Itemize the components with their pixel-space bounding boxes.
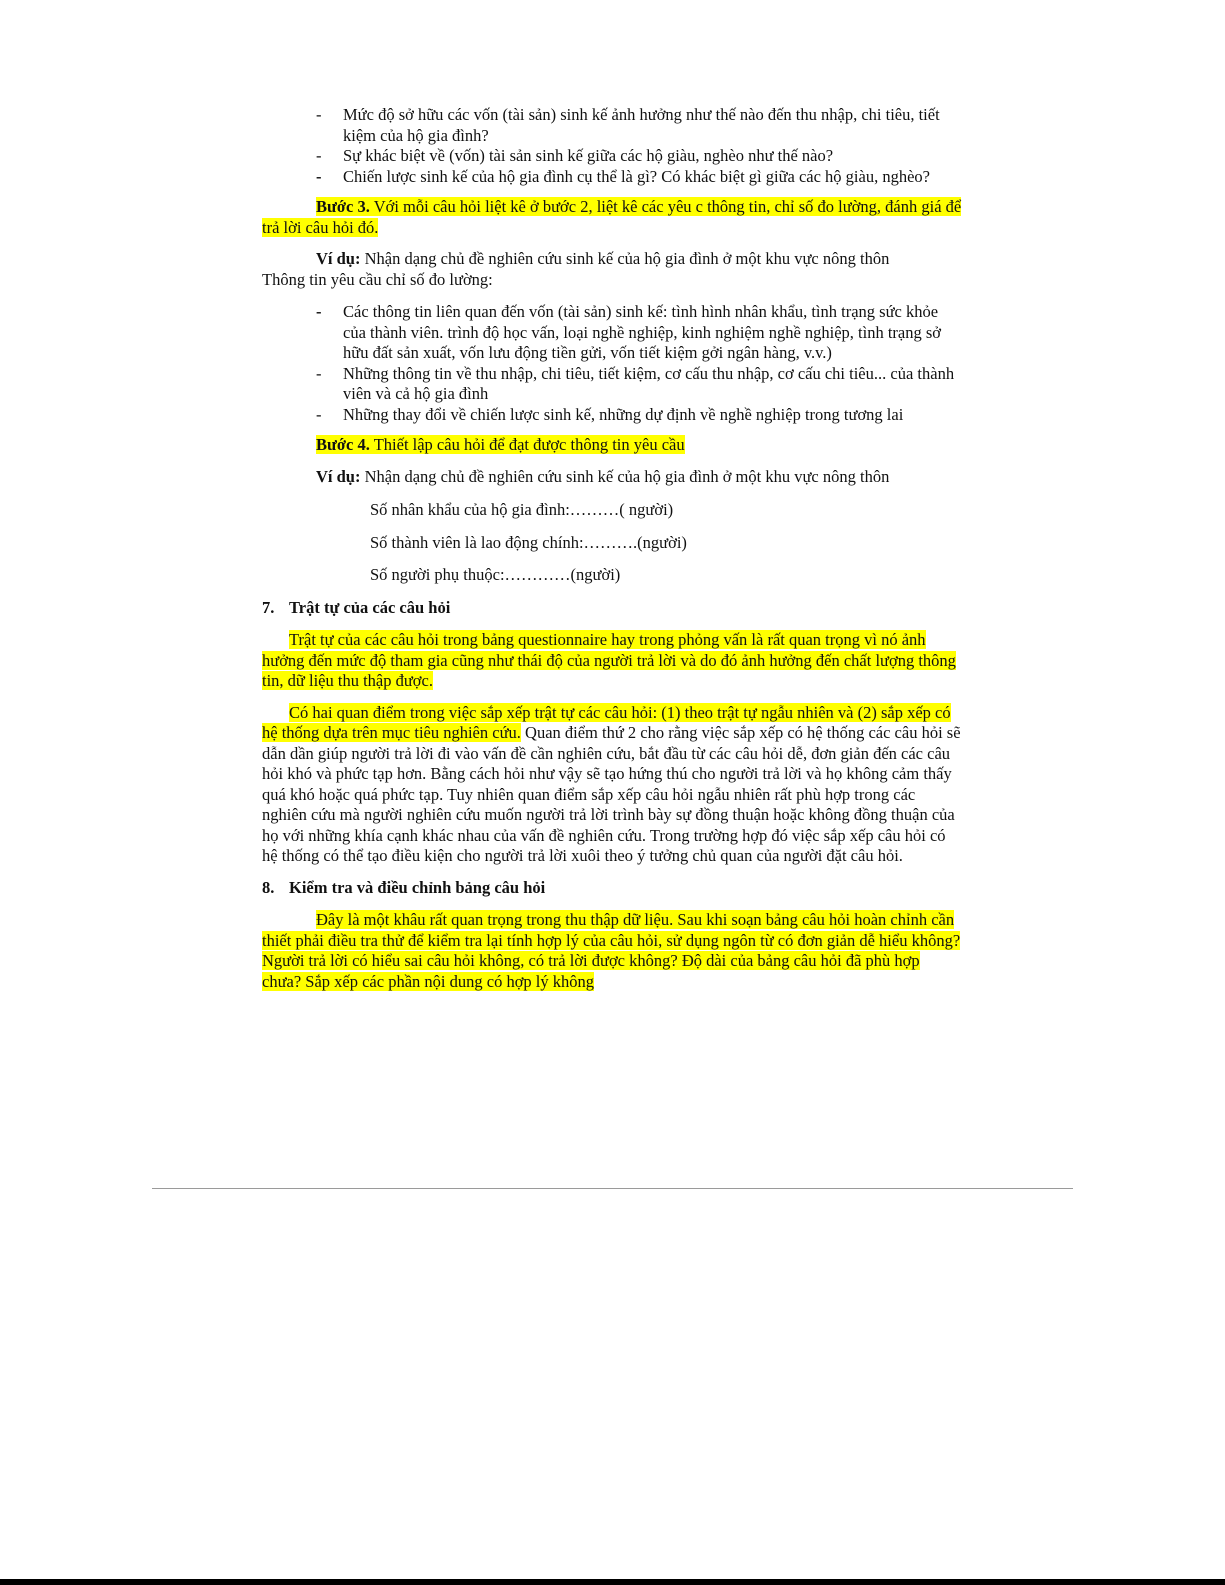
step-4-label: Bước 4.	[316, 435, 370, 454]
example-2-paragraph: Ví dụ: Nhận dạng chủ đề nghiên cứu sinh kế của hộ gia đình ở một khu vực nông thôn	[316, 466, 890, 486]
section-7-paragraph-1: Trật tự của các câu hỏi trong bảng questionnaire hay trong phỏng vấn là rất quan trọng vì nó ảnh hưởng đến mức độ tham gia cũng như thái độ của người trả lời và do đó ảnh hưởng đến chất lượng thông tin, dữ liệu thu thập được.	[262, 630, 956, 690]
section-8-heading: 8. Kiểm tra và điều chỉnh bảng câu hỏi	[262, 877, 546, 897]
step-3-label: Bước 3.	[316, 197, 370, 216]
example-label: Ví dụ:	[316, 466, 361, 486]
step-3-paragraph: Bước 3. Với mỗi câu hỏi liệt kê ở bước 2, liệt kê các yêu c thông tin, chỉ số đo lường, đánh giá để trả lời câu hỏi đó.	[262, 197, 962, 237]
field-main-labor: Số thành viên là lao động chính:……….(người)	[370, 532, 687, 552]
bottom-edge-strip	[0, 1579, 1225, 1585]
example-label: Ví dụ:	[316, 249, 361, 268]
list-item: - Mức độ sở hữu các vốn (tài sản) sinh kế ảnh hưởng như thế nào đến thu nhập, chi tiêu, tiết kiệm của hộ gia đình?	[316, 105, 940, 145]
field-household-size: Số nhân khẩu của hộ gia đình:………( người)	[370, 500, 674, 519]
bullet-list-questions	[262, 105, 962, 187]
list-item: - Sự khác biệt về (vốn) tài sản sinh kế giữa các hộ giàu, nghèo như thế nào?	[316, 146, 834, 165]
bullet-list-info	[262, 302, 962, 425]
list-item: - Chiến lược sinh kế của hộ gia đình cụ thể là gì? Có khác biệt gì giữa các hộ giàu, nghèo?	[316, 166, 930, 186]
list-item: - Những thay đổi về chiến lược sinh kế, những dự định về nghề nghiệp trong tương lai	[316, 404, 904, 424]
list-item: - Các thông tin liên quan đến vốn (tài sản) sinh kế: tình hình nhân khẩu, tình trạng sức khỏe của thành viên. trình độ học vấn, loại nghề nghiệp, kinh nghiệm nghề nghiệp, tình trạng sở hữu đất sản xuất, vốn lưu động tiền gửi, vốn tiết kiệm gởi ngân hàng, v.v.)	[316, 302, 942, 362]
step-4-paragraph: Bước 4. Thiết lập câu hỏi để đạt được thông tin yêu cầu	[316, 435, 685, 454]
list-item: - Những thông tin về thu nhập, chi tiêu, tiết kiệm, cơ cấu thu nhập, cơ cấu chi tiêu... của thành viên và cả hộ gia đình	[316, 363, 955, 403]
section-7-paragraph-2: Có hai quan điểm trong việc sắp xếp trật tự các câu hỏi: (1) theo trật tự ngẫu nhiên và (2) sắp xếp có hệ thống dựa trên mục tiêu nghiên cứu. Quan điểm thứ 2 cho rằng việc sắp xếp có hệ thống các câu hỏi sẽ dẫn dần giúp người trả lời đi vào vấn đề cần nghiên cứu, bắt đầu từ các câu hỏi dễ, đơn giản đến các câu hỏi khó và phức tạp hơn. Bằng cách hỏi như vậy sẽ tạo hứng thú cho người trả lời và họ không cảm thấy quá khó hoặc quá phức tạp. Tuy nhiên quan điểm sắp xếp câu hỏi ngẫu nhiên rất phù hợp trong các nghiên cứu mà người nghiên cứu muốn người trả lời trình bày sự đồng thuận hoặc không đồng thuận của họ với những khía cạnh khác nhau của vấn đề nghiên cứu. Trong trường hợp đó việc sắp xếp câu hỏi có hệ thống có thể tạo điều kiện cho người trả lời xuôi theo ý tưởng chủ quan của người đặt câu hỏi.	[262, 702, 961, 865]
section-8-paragraph-1: Đây là một khâu rất quan trọng trong thu thập dữ liệu. Sau khi soạn bảng câu hỏi hoàn chỉnh cần thiết phải điều tra thử để kiểm tra lại tính hợp lý của câu hỏi, sử dụng ngôn từ có đơn giản dễ hiểu không? Người trả lời có hiểu sai câu hỏi không, có trả lời được không? Độ dài của bảng câu hỏi đã phù hợp chưa? Sắp xếp các phần nội dung có hợp lý không	[262, 910, 961, 991]
section-7-heading: 7. Trật tự của các câu hỏi	[262, 597, 451, 617]
document-page	[262, 105, 962, 1003]
page-divider	[152, 1188, 1073, 1189]
example-1-paragraph: Ví dụ: Nhận dạng chủ đề nghiên cứu sinh kế của hộ gia đình ở một khu vực nông thôn Thông tin yêu cầu chỉ số đo lường:	[262, 249, 890, 289]
field-dependents: Số người phụ thuộc:…………(người)	[370, 565, 621, 584]
